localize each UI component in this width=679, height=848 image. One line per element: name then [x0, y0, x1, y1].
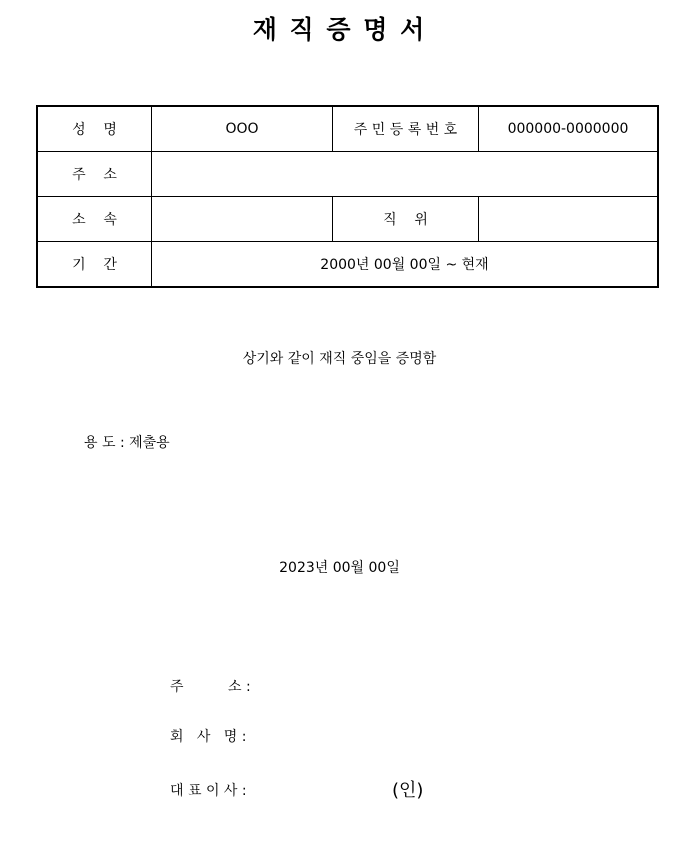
seal-mark: (인) [392, 780, 424, 801]
name-label: 성 명 [37, 106, 152, 152]
dept-label: 소 속 [37, 197, 152, 242]
employee-info-table [36, 105, 659, 288]
address-label: 주 소 [37, 152, 152, 197]
ceo-label: 대 표 이 사 : [170, 783, 247, 799]
company-address-label: 주 소 : [170, 679, 251, 695]
table-row [37, 106, 658, 152]
position-value [479, 197, 659, 242]
document-title: 재 직 증 명 서 [252, 15, 427, 44]
id-value: 000000-0000000 [479, 106, 659, 152]
period-label: 기 간 [37, 242, 152, 288]
company-name-label: 회 사 명 : [170, 729, 247, 745]
table-row [37, 197, 658, 242]
table-row [37, 242, 658, 288]
table-row [37, 152, 658, 197]
name-value: OOO [152, 106, 333, 152]
issue-date: 2023년 00월 00일 [279, 560, 400, 576]
id-label: 주 민 등 록 번 호 [333, 106, 479, 152]
position-label: 직 위 [333, 197, 479, 242]
address-value [152, 152, 659, 197]
certification-statement: 상기와 같이 재직 중임을 증명함 [242, 351, 437, 367]
dept-value [152, 197, 333, 242]
purpose: 용 도 : 제출용 [84, 435, 170, 451]
period-value: 2000년 00월 00일 ~ 현재 [152, 242, 659, 288]
